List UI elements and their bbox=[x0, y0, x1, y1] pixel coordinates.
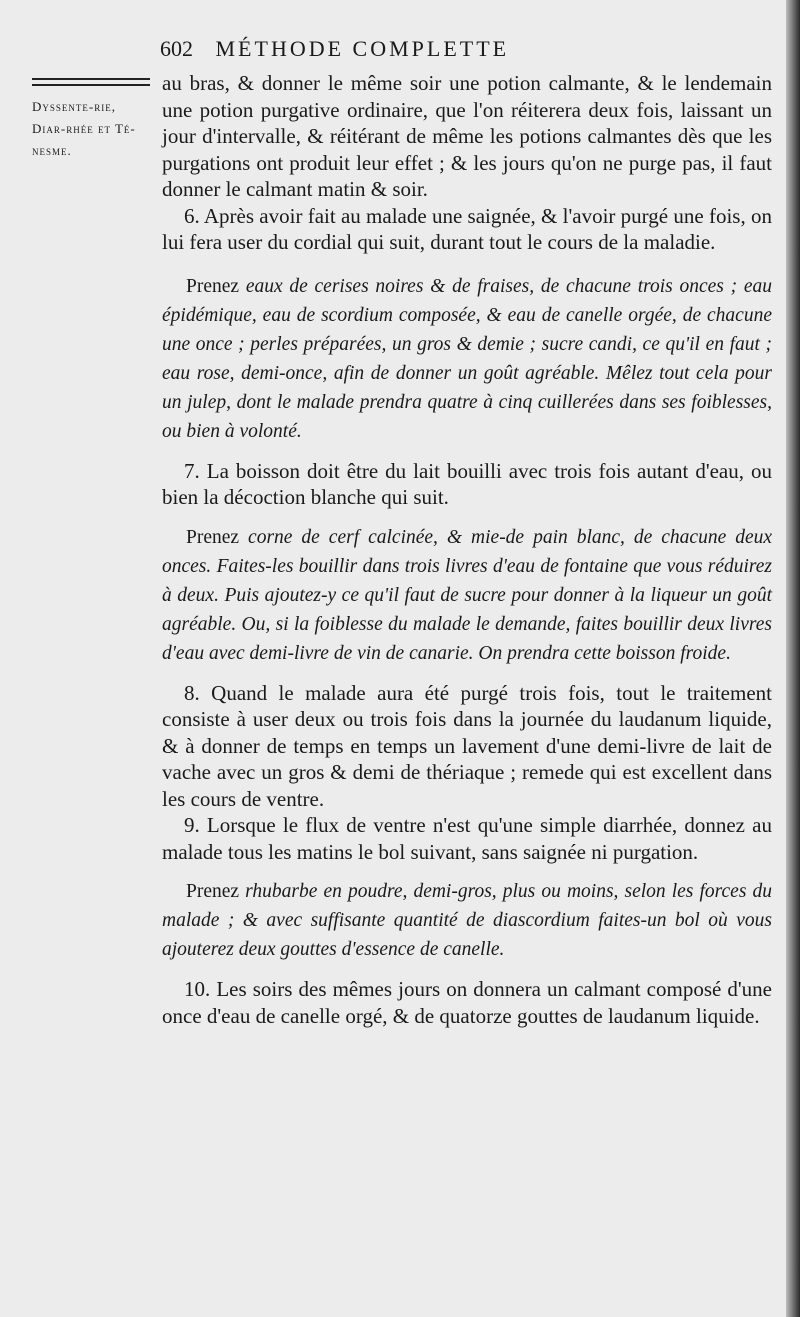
running-header bbox=[160, 36, 760, 62]
page-number: 602 bbox=[160, 36, 193, 61]
recipe-decoction bbox=[162, 523, 772, 668]
recipe-lead: Prenez bbox=[186, 526, 240, 548]
margin-note: Dyssente-rie, Diar-rhée et Té-nesme. bbox=[32, 99, 136, 158]
running-title: MÉTHODE COMPLETTE bbox=[215, 36, 510, 61]
margin-rule-top bbox=[32, 78, 150, 80]
paragraph-10: 10. Les soirs des mêmes jours on donnera un calmant composé d'une once d'eau de canelle orgé, & de quatorze gouttes de laudanum liquide. bbox=[162, 977, 772, 1028]
recipe-bol bbox=[162, 877, 772, 964]
paragraph-continuation: au bras, & donner le même soir une potion calmante, & le lendemain une potion purgative ordinaire, que l'on réiterera deux fois, laissant un jour d'intervalle, & réitérant de même les potions calmantes dès que les purgations ont produit leur effet ; & les jours qu'on ne purge pas, il faut donner le calmant matin & soir. bbox=[162, 71, 772, 201]
recipe-text: rhubarbe en poudre, demi-gros, plus ou moins, selon les forces du malade ; & avec suffisante quantité de diascordium faites-un bol où vous ajouterez deux gouttes d'essence de canelle. bbox=[162, 881, 773, 960]
paragraph-6: 6. Après avoir fait au malade une saignée, & l'avoir purgé une fois, on lui fera user du cordial qui suit, durant tout le cours de la maladie. bbox=[162, 203, 772, 254]
recipe-lead: Prenez bbox=[186, 275, 240, 297]
margin-rule-bottom bbox=[32, 84, 150, 86]
paragraph-8: 8. Quand le malade aura été purgé trois fois, tout le traitement consiste à user deux ou trois fois dans la journée du laudanum liquide, & à donner de temps en temps un lavement d'une demi-livre de lait de vache avec un gros & demi de thériaque ; remede qui est excellent dans les cours de ventre. bbox=[162, 680, 772, 811]
body-text bbox=[162, 70, 772, 1029]
paragraph-9: 9. Lorsque le flux de ventre n'est qu'une simple diarrhée, donnez au malade tous les matins le bol suivant, sans saignée ni purgation. bbox=[162, 813, 772, 864]
recipe-text: corne de cerf calcinée, & mie-de pain blanc, de chacune deux onces. Faites-les bouillir dans trois livres d'eau de fontaine que vous réduirez à deux. Puis ajoutez-y ce qu'il faut de sucre pour donner à la liqueur un goût agréable. Ou, si la foiblesse du malade le demande, faites bouillir deux livres d'eau avec demi-livre de vin de canarie. On prendra cette boisson froide. bbox=[162, 526, 773, 664]
page-edge-shadow bbox=[786, 0, 800, 1317]
recipe-lead: Prenez bbox=[186, 881, 240, 902]
paragraph-7: 7. La boisson doit être du lait bouilli avec trois fois autant d'eau, ou bien la décoction blanche qui suit. bbox=[162, 458, 772, 509]
recipe-text: eaux de cerises noires & de fraises, de chacune trois onces ; eau épidémique, eau de scordium composée, & eau de canelle orgée, de chacune une once ; perles préparées, un gros & demie ; sucre candi, ce qu'il en faut ; eau rose, demi-once, afin de donner un goût agréable. Mêlez tout cela pour un julep, dont le malade prendra quatre à cinq cuillerées dans ses foiblesses, ou bien à volonté. bbox=[162, 275, 772, 442]
recipe-cordial bbox=[162, 272, 772, 446]
